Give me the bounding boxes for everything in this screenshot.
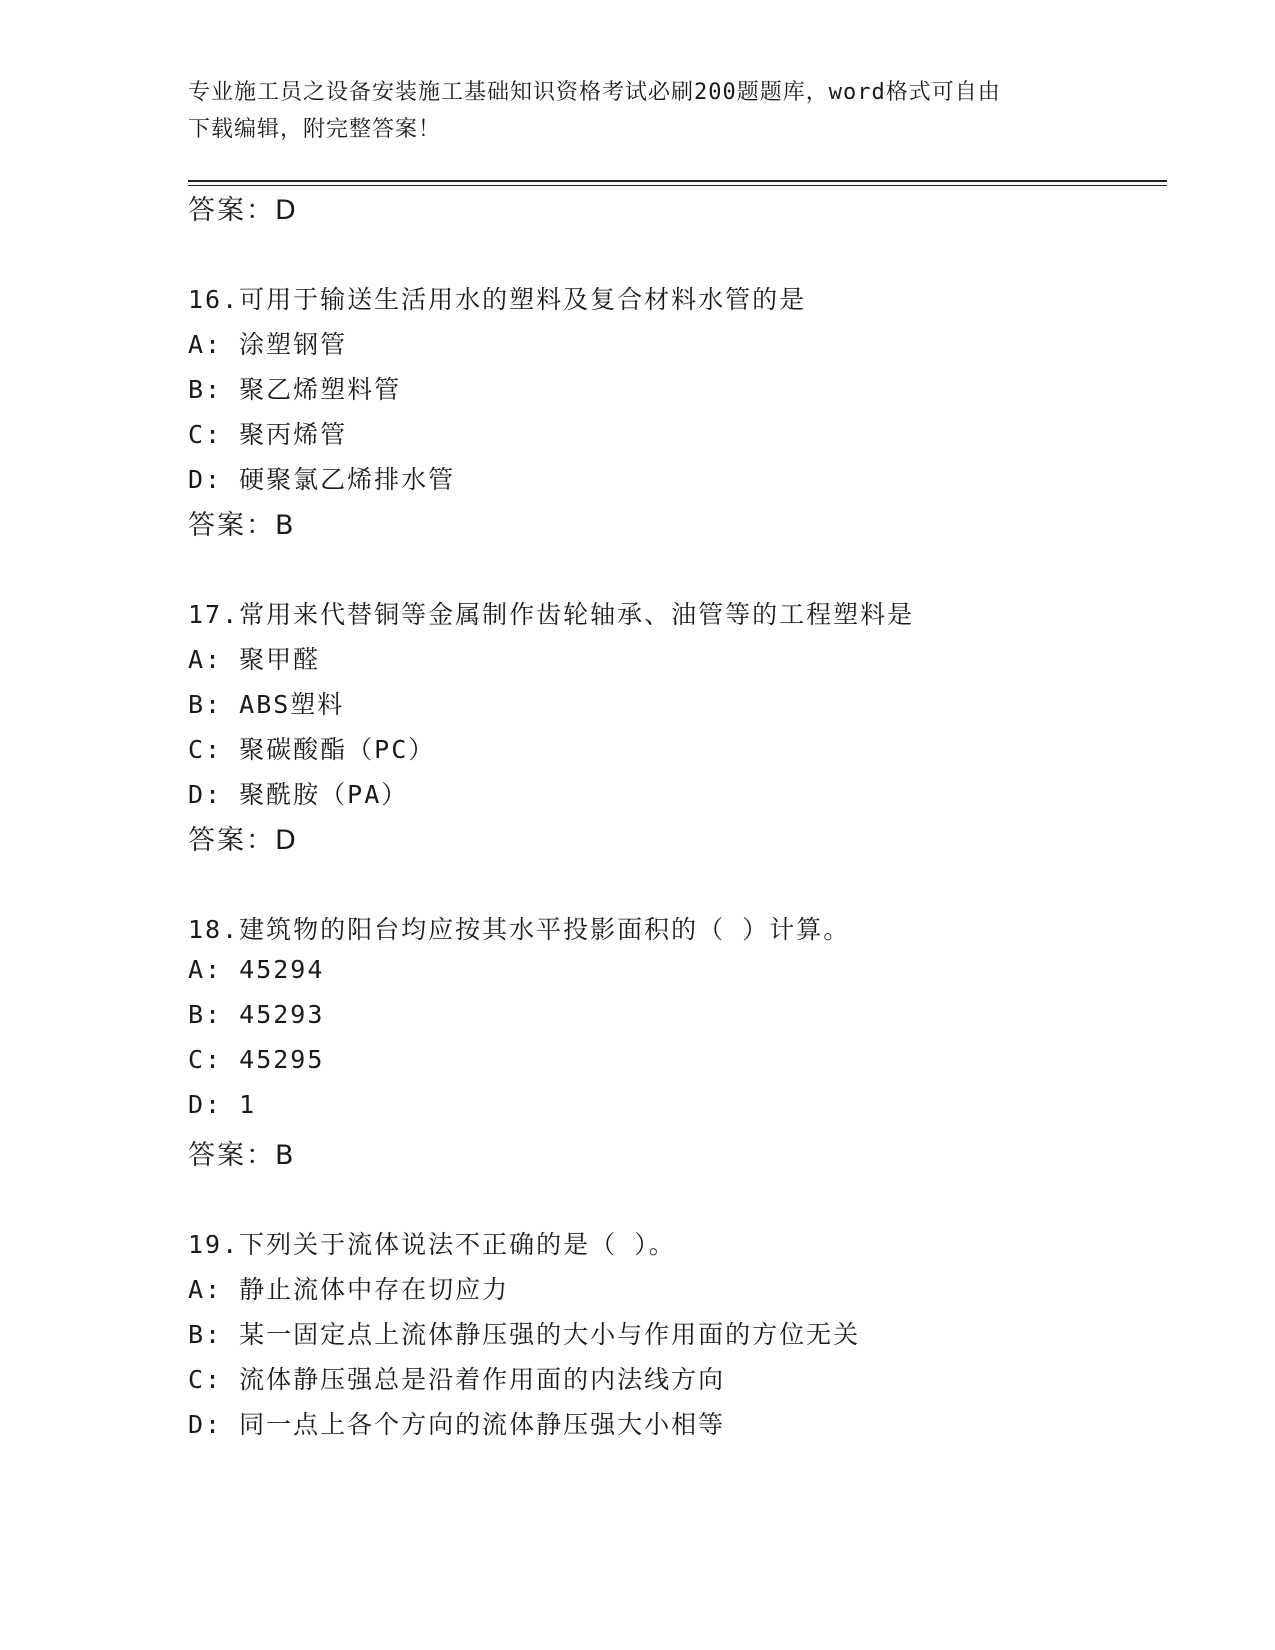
- header-line-2: 下载编辑，附完整答案！: [188, 117, 442, 142]
- question-17-option-d: D: 聚酰胺（PA）: [188, 780, 409, 809]
- question-18-stem: 18.建筑物的阳台均应按其水平投影面积的（ ）计算。: [188, 915, 851, 944]
- question-16-option-c: C: 聚丙烯管: [188, 420, 348, 449]
- question-17-answer: 答案：D: [188, 825, 298, 856]
- question-18-option-d: D: 1: [188, 1090, 257, 1119]
- question-19-option-b: B: 某一固定点上流体静压强的大小与作用面的方位无关: [188, 1320, 861, 1349]
- header-line-1: 专业施工员之设备安装施工基础知识资格考试必刷200题题库，word格式可自由: [188, 80, 1001, 105]
- question-18-option-b: B: 45293: [188, 1000, 325, 1029]
- question-19-option-d: D: 同一点上各个方向的流体静压强大小相等: [188, 1410, 726, 1439]
- question-16-answer: 答案：B: [188, 510, 296, 541]
- question-17-option-a: A: 聚甲醛: [188, 645, 321, 674]
- header-rule-thick: [188, 180, 1167, 182]
- question-16-option-a: A: 涂塑钢管: [188, 330, 348, 359]
- header-rule-thin: [188, 185, 1167, 186]
- question-19-stem: 19.下列关于流体说法不正确的是（ ）。: [188, 1230, 676, 1259]
- document-header: [188, 74, 1088, 148]
- question-19-option-c: C: 流体静压强总是沿着作用面的内法线方向: [188, 1365, 726, 1394]
- question-17-stem: 17.常用来代替铜等金属制作齿轮轴承、油管等的工程塑料是: [188, 600, 915, 629]
- question-16-option-b: B: 聚乙烯塑料管: [188, 375, 402, 404]
- question-18-option-c: C: 45295: [188, 1045, 325, 1074]
- question-18-answer: 答案：B: [188, 1140, 296, 1171]
- question-18-option-a: A: 45294: [188, 955, 325, 984]
- question-17-option-b: B: ABS塑料: [188, 690, 345, 719]
- answer-prev: 答案：D: [188, 195, 298, 226]
- question-17-option-c: C: 聚碳酸酯（PC）: [188, 735, 436, 764]
- question-19-option-a: A: 静止流体中存在切应力: [188, 1275, 510, 1304]
- question-16-stem: 16.可用于输送生活用水的塑料及复合材料水管的是: [188, 285, 807, 314]
- question-16-option-d: D: 硬聚氯乙烯排水管: [188, 465, 456, 494]
